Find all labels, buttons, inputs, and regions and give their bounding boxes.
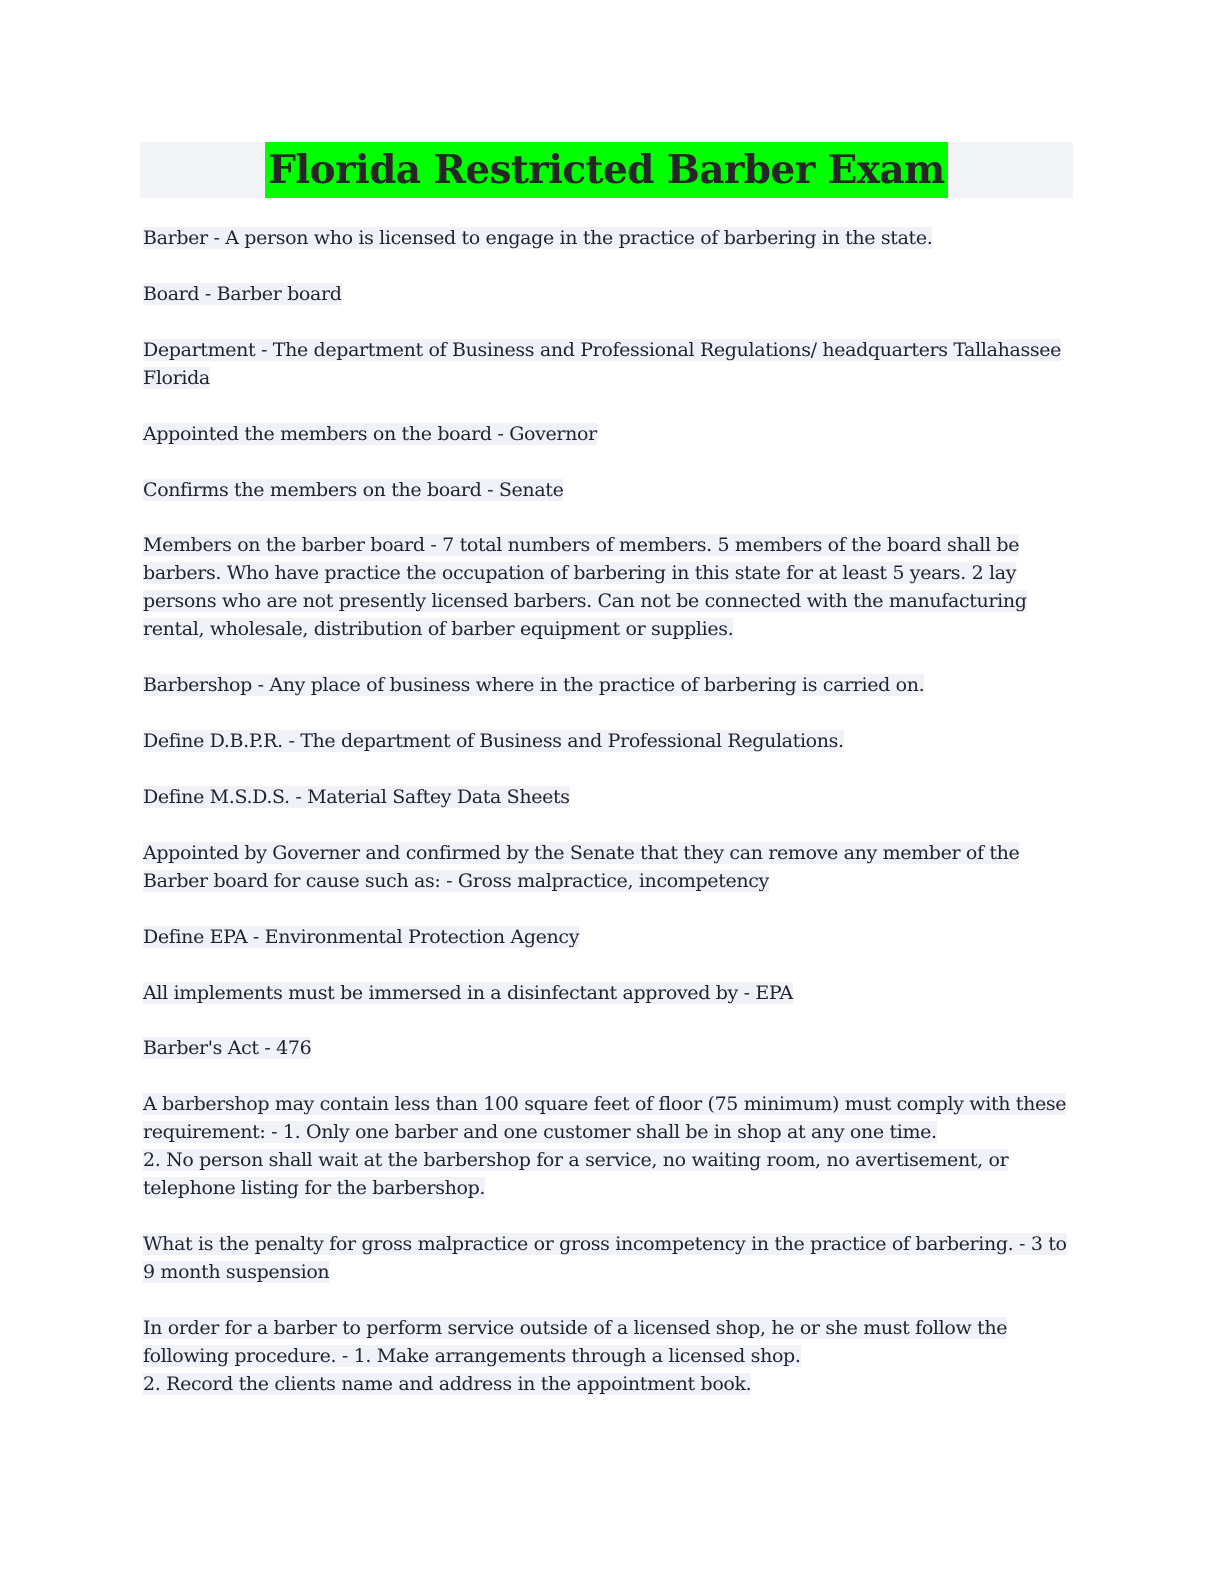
entry-text: A barbershop may contain less than 100 square feet of floor (75 minimum) must comply with these requirement: - 1. Only one barber and one customer shall be in shop at any one time. <box>143 1093 1067 1144</box>
entry-text: Board - Barber board <box>143 282 342 305</box>
document-title: Florida Restricted Barber Exam <box>265 142 947 198</box>
entry-dbpr <box>143 728 1073 756</box>
entry-confirms <box>143 477 1073 505</box>
entry-barbershop <box>143 672 1073 700</box>
entry-text: Department - The department of Business and Professional Regulations/ headquarters Tallahassee Florida <box>143 338 1062 389</box>
entry-remove-member <box>143 840 1073 896</box>
entry-members <box>143 532 1073 644</box>
entry-text-continued: 2. Record the clients name and address in the appointment book. <box>143 1372 752 1395</box>
entry-text: Define M.S.D.S. - Material Saftey Data Sheets <box>143 785 570 808</box>
entry-epa <box>143 924 1073 952</box>
entry-text: Members on the barber board - 7 total numbers of members. 5 members of the board shall be barbers. Who have practice the occupation of barbering in this state for at least 5 years. 2 lay persons who are not presently licensed barbers. Can not be connected with the manufacturing rental, wholesale, distribution of barber equipment or supplies. <box>143 534 1027 641</box>
entry-text: Appointed by Governer and confirmed by the Senate that they can remove any member of the Barber board for cause such as: - Gross malpractice, incompetency <box>143 841 1020 892</box>
entry-outside-service <box>143 1315 1073 1399</box>
entry-text: Appointed the members on the board - Governor <box>143 422 597 445</box>
entry-board <box>143 281 1073 309</box>
entry-text: Define D.B.P.R. - The department of Business and Professional Regulations. <box>143 729 844 752</box>
entry-text-continued: 2. No person shall wait at the barbershop for a service, no waiting room, no avertisement, or telephone listing for the barbershop. <box>143 1149 1009 1200</box>
entry-text: Confirms the members on the board - Senate <box>143 478 564 501</box>
entry-penalty <box>143 1231 1073 1287</box>
entry-msds <box>143 784 1073 812</box>
entry-department <box>143 337 1073 393</box>
entry-text: What is the penalty for gross malpractice or gross incompetency in the practice of barbering. - 3 to 9 month suspension <box>143 1232 1067 1283</box>
document-page <box>140 142 1073 1426</box>
entry-barber <box>143 225 1073 253</box>
entry-small-barbershop <box>143 1091 1073 1203</box>
entry-text: All implements must be immersed in a disinfectant approved by - EPA <box>143 981 793 1004</box>
entry-text: In order for a barber to perform service outside of a licensed shop, he or she must follow the following procedure. - 1. Make arrangements through a licensed shop. <box>143 1316 1008 1367</box>
entry-barbers-act <box>143 1035 1073 1063</box>
entry-text: Barbershop - Any place of business where in the practice of barbering is carried on. <box>143 674 925 697</box>
entry-implements <box>143 980 1073 1008</box>
entry-text: Barber - A person who is licensed to engage in the practice of barbering in the state. <box>143 227 933 249</box>
entry-text: Define EPA - Environmental Protection Agency <box>143 925 580 948</box>
title-band <box>140 142 1073 198</box>
entry-appointed <box>143 421 1073 449</box>
entry-text: Barber's Act - 476 <box>143 1037 312 1060</box>
entry-list <box>140 225 1073 1398</box>
